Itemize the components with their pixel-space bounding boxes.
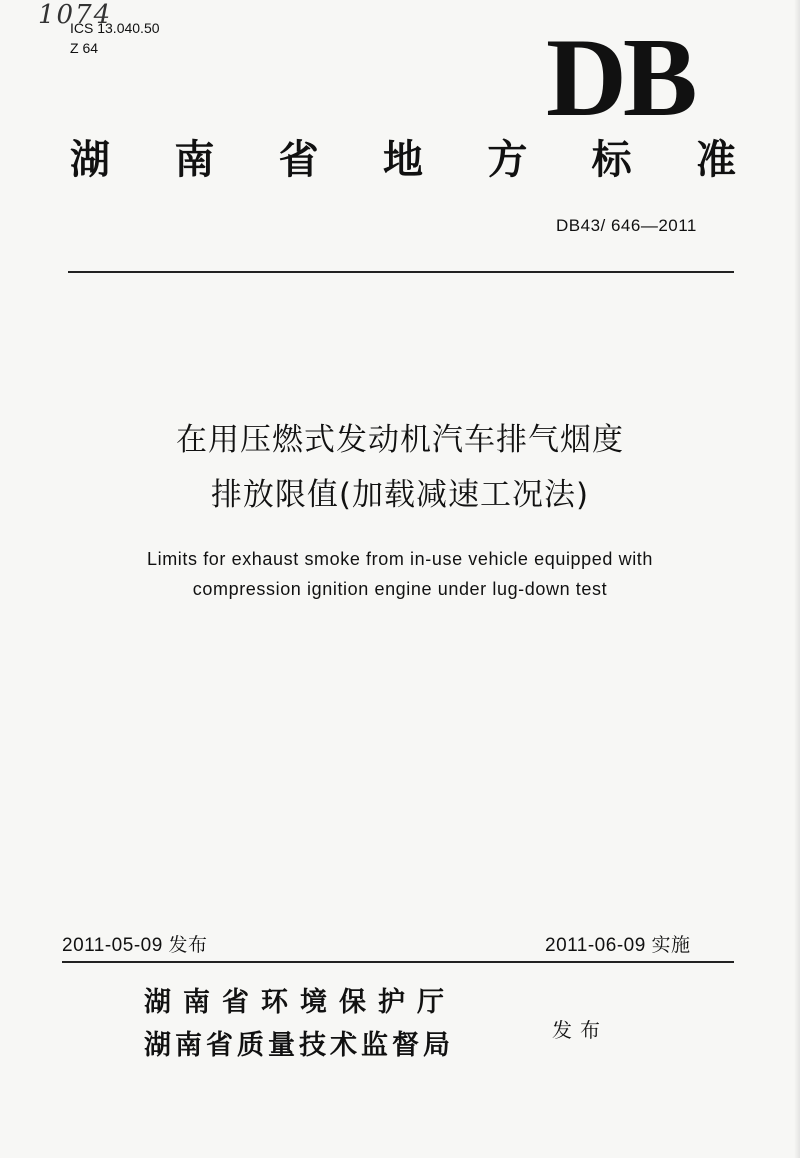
title-chinese-line-2: 排放限值(加载减速工况法) xyxy=(210,477,590,513)
implementation-date: 2011-06-09 实施 xyxy=(545,935,691,956)
standard-type-char: 地 xyxy=(382,137,423,183)
standard-type-char: 南 xyxy=(174,137,215,183)
footer-divider xyxy=(62,961,734,963)
title-english-line-1: Limits for exhaust smoke from in-use vehicle equipped with xyxy=(146,549,654,569)
db-logo: DB xyxy=(546,16,694,140)
title-english-line-2: compression ignition engine under lug-down test xyxy=(192,579,608,599)
issuer-2: 湖南省质量技术监督局 xyxy=(144,1030,454,1061)
issuer-1: 湖南省环境保护厅 xyxy=(144,987,456,1018)
title-chinese-line-1: 在用压燃式发动机汽车排气烟度 xyxy=(176,422,624,458)
ics-code: ICS 13.040.50 xyxy=(70,20,160,36)
handwritten-note: 1074 xyxy=(38,0,113,30)
publish-label: 发布 xyxy=(552,1018,608,1042)
standard-type-char: 湖 xyxy=(70,137,110,183)
issue-date: 2011-05-09 发布 xyxy=(62,935,208,956)
ccs-code: Z 64 xyxy=(70,40,99,56)
scan-edge-shadow xyxy=(794,0,800,1158)
standard-type-char: 方 xyxy=(487,137,528,183)
standard-type-char: 准 xyxy=(695,137,736,183)
header-divider xyxy=(68,271,734,273)
standard-type-char: 省 xyxy=(278,137,319,183)
standard-number: DB43/ 646—2011 xyxy=(556,216,697,235)
standard-type-char: 标 xyxy=(591,137,632,183)
standard-type-heading xyxy=(70,134,736,186)
